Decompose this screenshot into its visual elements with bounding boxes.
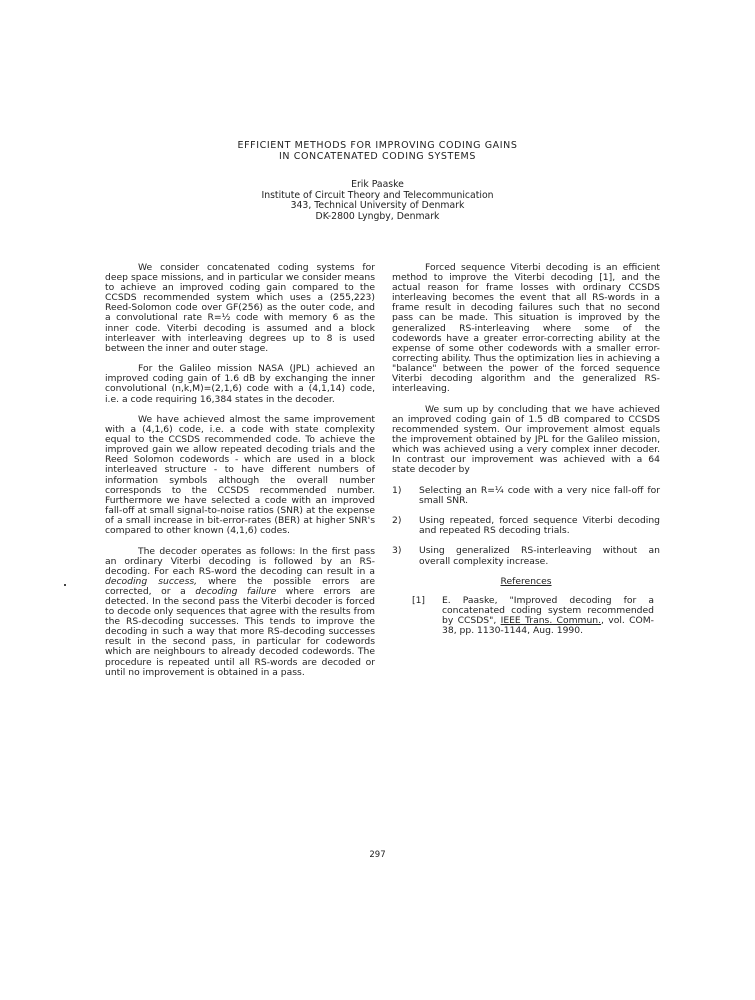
right-column (392, 263, 660, 636)
paragraph: For the Galileo mission NASA (JPL) achieved an improved coding gain of 1.6 dB by exchanging the inner convolutional (n,k,M)=(2,1,6) code with a (4,1,14) code, i.e. a code requiring 16,384 states in the decoder. (105, 363, 375, 405)
list-number: 1) (392, 484, 402, 496)
affiliation-line-3: DK-2800 Lyngby, Denmark (315, 210, 440, 222)
author-block (0, 180, 755, 222)
text-span: where errors are detected. In the second pass the Viterbi decoder is forced to decode only sequences that agree with the results from the RS-decoding successes. This tends to improve the decoding in such a way that more RS-decoding successes result in the second pass, in particular for codewords which are neighbours to already decoded codewords. The procedure is repeated until all RS-words are decoded or until no improvement is obtained in a pass. (105, 585, 375, 678)
affiliation-line-1: Institute of Circuit Theory and Telecommunication (261, 189, 494, 201)
list-item (392, 486, 660, 506)
title-line-2: IN CONCATENATED CODING SYSTEMS (279, 151, 476, 162)
paragraph: Forced sequence Viterbi decoding is an efficient method to improve the Viterbi decoding [1], and the actual reason for frame losses with ordinary CCSDS interleaving becomes the event that all RS-words in a frame result in decoding failures such that no second pass can be made. This situation is improved by the generalized RS-interleaving where some of the codewords have a greater error-correcting ability at the expense of some other codewords with a smaller error-correcting ability. Thus the optimization lies in achieving a "balance" between the power of the forced sequence Viterbi decoding algorithm and the generalized RS-interleaving. (392, 262, 660, 395)
list-item (392, 546, 660, 566)
left-column (105, 263, 375, 688)
references-heading: References (500, 575, 552, 587)
paragraph: We have achieved almost the same improvement with a (4,1,6) code, i.e. a code with state complexity equal to the CCSDS recommended code. To achieve the improved gain we allow repeated decoding trials and the Reed Solomon codewords - which are used in a block interleaved structure - to have different numbers of information symbols although the overall number corresponds to the CCSDS recommended number. Furthermore we have selected a code with an improved fall-off at small signal-to-noise ratios (SNR) at the expense of a small increase in bit-error-rates (BER) at higher SNR's compared to other known (4,1,6) codes. (105, 414, 375, 537)
italic-term: decoding failure (195, 585, 277, 597)
title-line-1: EFFICIENT METHODS FOR IMPROVING CODING GAINS (237, 140, 518, 151)
reference-text: , vol. COM-38, pp. 1130-1144, Aug. 1990. (442, 615, 654, 637)
reference-journal: IEEE Trans. Commun. (500, 615, 602, 627)
text-span: The decoder operates as follows: In the first pass an ordinary Viterbi decoding is followed by an RS-decoding. For each RS-word the decoding can result in a (105, 545, 375, 577)
reference-number: [1] (412, 594, 426, 606)
list-text: Using repeated, forced sequence Viterbi decoding and repeated RS decoding trials. (419, 515, 660, 537)
numbered-list (392, 486, 660, 567)
italic-term: decoding success, (105, 575, 198, 587)
stray-mark (64, 584, 66, 586)
text-span: where the possible errors are corrected, or a (105, 575, 375, 597)
list-number: 3) (392, 545, 402, 557)
list-text: Selecting an R=¼ code with a very nice fall-off for small SNR. (419, 484, 660, 506)
paragraph: We sum up by concluding that we have achieved an improved coding gain of 1.5 dB compared to CCSDS recommended system. Our improvement almost equals the improvement obtained by JPL for the Galileo mission, which was achieved using a very complex inner decoder. In contrast our improvement was achieved with a 64 state decoder by (392, 403, 660, 476)
paper-title (0, 140, 755, 162)
page-number: 297 (369, 850, 386, 860)
list-item (392, 516, 660, 536)
author-name: Erik Paaske (351, 179, 404, 190)
list-text: Using generalized RS-interleaving without an overall complexity increase. (419, 545, 660, 567)
reference-text: E. Paaske, "Improved decoding for a concatenated coding system recommended by CCSDS", (442, 594, 654, 627)
paragraph (105, 547, 375, 678)
reference-entry (392, 596, 660, 636)
paragraph: We consider concatenated coding systems for deep space missions, and in particular we consider means to achieve an improved coding gain compared to the CCSDS recommended system which uses a (255,223) Reed-Solomon code over GF(256) as the outer code, and a convolutional rate R=½ code with memory 6 as the inner code. Viterbi decoding is assumed and a block interleaver with interleaving degrees up to 8 is used between the inner and outer stage. (105, 262, 375, 354)
list-number: 2) (392, 515, 402, 527)
affiliation-line-2: 343, Technical University of Denmark (290, 200, 465, 212)
